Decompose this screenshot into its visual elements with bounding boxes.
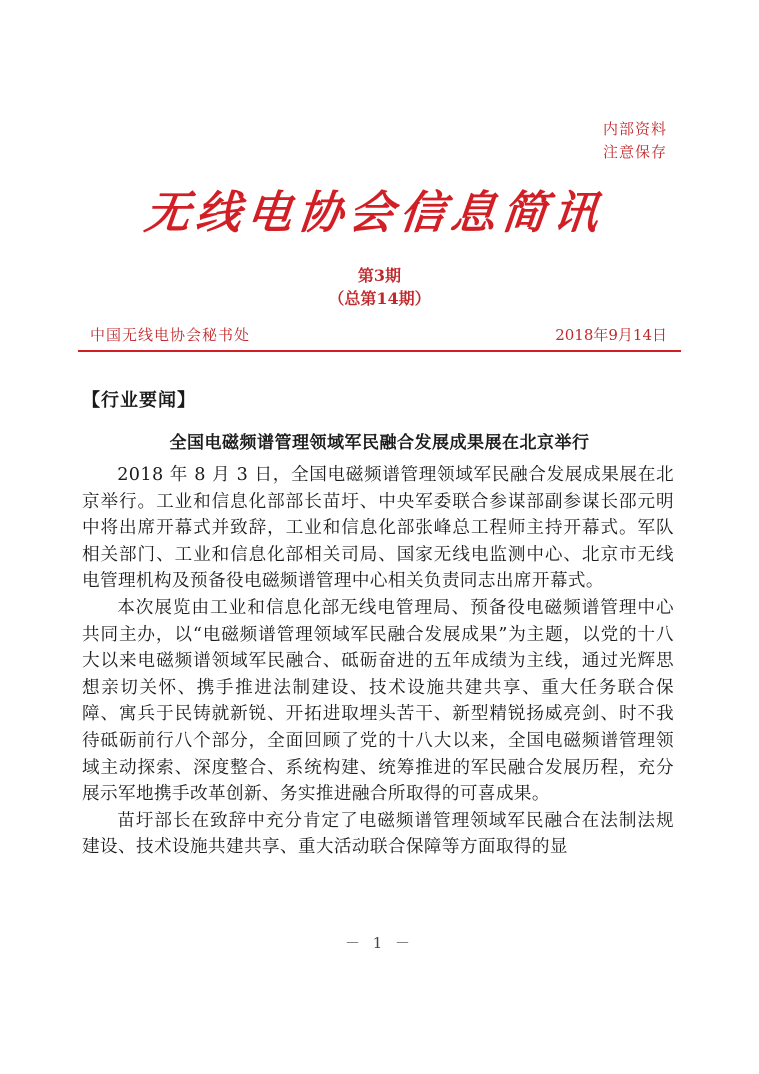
issue-total-number: （总第14期） — [328, 289, 431, 308]
confidential-mark — [603, 118, 667, 164]
paragraph: 苗圩部长在致辞中充分肯定了电磁频谱管理领域军民融合在法制法规建设、技术设施共建共享、重大活动联合保障等方面取得的显 — [82, 810, 674, 858]
article-body — [82, 462, 674, 861]
issue-number: 第3期 — [357, 266, 402, 285]
publisher-row — [90, 324, 667, 344]
confidential-line-1: 内部资料 — [602, 120, 667, 138]
publisher-name: 中国无线电协会秘书处 — [90, 326, 251, 344]
paragraph: 本次展览由工业和信息化部无线电管理局、预备役电磁频谱管理中心共同主办，以“电磁频谱管理领域军民融合发展成果”为主题，以党的十八大以来电磁频谱领域军民融合、砥砺奋进的五年成绩为主线，通过光辉思想亲切关怀、携手推进法制建设、技术设施共建共享、重大任务联合保障、寓兵于民铸就新锐、开拓进取埋头苦干、新型精锐扬威亮剑、时不我待砥砺前行八个部分，全面回顾了党的十八大以来，全国电磁频谱管理领域主动探索、深度整合、系统构建、统筹推进的军民融合发展历程，充分展示军地携手改革创新、务实推进融合所取得的可喜成果。 — [82, 597, 674, 805]
section-heading: 【行业要闻】 — [82, 390, 196, 411]
confidential-line-2: 注意保存 — [602, 143, 667, 161]
publish-date: 2018年9月14日 — [555, 326, 667, 344]
newsletter-masthead: 无线电协会信息简讯 — [142, 186, 607, 239]
header-divider — [78, 350, 681, 352]
paragraph: 2018 年 8 月 3 日，全国电磁频谱管理领域军民融合发展成果展在北京举行。工业和信息化部部长苗圩、中央军委联合参谋部副参谋长邵元明中将出席开幕式并致辞，工业和信息化部张峰总工程师主持开幕式。军队相关部门、工业和信息化部相关司局、国家无线电监测中心、北京市无线电管理机构及预备役电磁频谱管理中心相关负责同志出席开幕式。 — [82, 465, 674, 592]
article-headline: 全国电磁频谱管理领域军民融合发展成果展在北京举行 — [169, 433, 590, 453]
page-number: － 1 － — [344, 934, 415, 952]
